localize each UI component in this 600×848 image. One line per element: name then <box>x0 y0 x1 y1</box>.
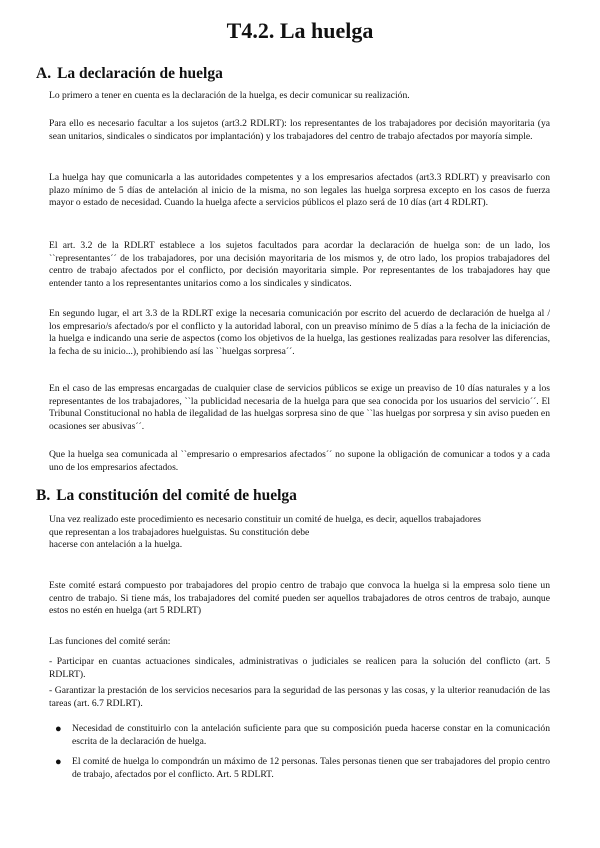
list-item-text: El comité de huelga lo compondrán un máximo de 12 personas. Tales personas tienen que ser trabajadores del propio centro de trabajo, afectados por el conflicto. Art. 5 RDLRT. <box>72 756 550 780</box>
section-b-title: La constitución del comité de huelga <box>56 487 297 504</box>
paragraph: Lo primero a tener en cuenta es la declaración de la huelga, es decir comunicar su realización. <box>49 90 410 101</box>
paragraph: - Garantizar la prestación de los servicios necesarios para la seguridad de las personas y las cosas, y la ulterior reanudación de las tareas (art. 6.7 RDLRT). <box>49 685 550 709</box>
list-item <box>55 756 550 781</box>
section-b-letter: B. <box>36 487 51 504</box>
intro-line: hacerse con antelación a la huelga. <box>49 539 183 551</box>
bullet-icon: ● <box>55 723 62 735</box>
section-a-heading <box>36 65 223 83</box>
section-a-title: La declaración de huelga <box>57 65 223 82</box>
paragraph: - Participar en cuantas actuaciones sindicales, administrativas o judiciales se realicen para la solución del conflicto (art. 5 RDLRT). <box>49 656 550 680</box>
paragraph: La huelga hay que comunicarla a las autoridades competentes y a los empresarios afectados (art3.3 RDLRT) y preavisarlo con plazo mínimo de 5 días de antelación al inicio de la misma, no son legales las huelga sorpresa excepto en los casos de fuerza mayor o estado de necesidad. Cuando la huelga afecte a servicios públicos el plazo será de 10 días (art 4 RDLRT). <box>49 172 550 209</box>
section-a-letter: A. <box>36 65 52 82</box>
section-b-heading <box>36 487 297 505</box>
paragraph: En el caso de las empresas encargadas de cualquier clase de servicios públicos se exige un preaviso de 10 días naturales y a los representantes de los trabajadores, ``la publicidad necesaria de la huelga para que sea conocida por los usuarios del servicio´´. El Tribunal Constitucional no habla de ilegalidad de las huelgas sorpresa sino de que ``las huelgas por sorpresa y sin aviso pueden en ocasiones ser abusivas´´. <box>49 383 550 432</box>
intro-line: que representan a los trabajadores huelguistas. Su constitución debe <box>49 526 310 538</box>
intro-line: Una vez realizado este procedimiento es necesario constituir un comité de huelga, es decir, aquellos trabajadores <box>49 514 481 525</box>
paragraph: Que la huelga sea comunicada al ``empresario o empresarios afectados´´ no supone la obligación de comunicar a todos y a cada uno de los empresarios afectados. <box>49 449 550 473</box>
list-item-text: Necesidad de constituirlo con la antelación suficiente para que su composición pueda hacerse constar en la comunicación escrita de la declaración de huelga. <box>72 723 550 747</box>
paragraph: El art. 3.2 de la RDLRT establece a los sujetos facultados para acordar la declaración de huelga son: de un lado, los ``representantes´´ de los trabajadores, por una decisión mayoritaria de los mismos y, de otro lado, los propios trabajadores del centro de trabajo afectados por el conflicto, por decisión mayoritaria simple. Por representantes de los trabajadores hay que entender tanto a los representantes unitarios como a los sindicales y sindicatos. <box>49 240 550 289</box>
bullet-icon: ● <box>55 756 62 768</box>
paragraph: En segundo lugar, el art 3.3 de la RDLRT exige la necesaria comunicación por escrito del acuerdo de declaración de huelga al / los empresario/s afectado/s por el conflicto y la autoridad laboral, con un preaviso mínimo de 5 días a la fecha de la iniciación de la huelga e indicando una serie de aspectos (como los objetivos de la huelga, las gestiones realizadas para resolver las diferencias, la fecha de su inicio...), prohibiendo así las ``huelgas sorpresa´´. <box>49 308 550 357</box>
paragraph: Para ello es necesario facultar a los sujetos (art3.2 RDLRT): los representantes de los trabajadores por decisión mayoritaria (ya sean unitarios, sindicales o sindicatos por implantación) y los trabajadores del centro de trabajo afectados por mayoría simple. <box>49 118 550 142</box>
paragraph: Las funciones del comité serán: <box>49 636 171 647</box>
page-title: T4.2. La huelga <box>226 18 374 43</box>
list-item <box>55 723 550 748</box>
paragraph: Este comité estará compuesto por trabajadores del propio centro de trabajo que convoca la huelga si la empresa solo tiene un centro de trabajo. Si tiene más, los trabajadores del comité pueden ser aquellos trabajadores de otros centros de trabajo, aunque estos no estén en huelga (art 5 RDLRT) <box>49 580 550 617</box>
paragraph-intro <box>49 514 550 552</box>
